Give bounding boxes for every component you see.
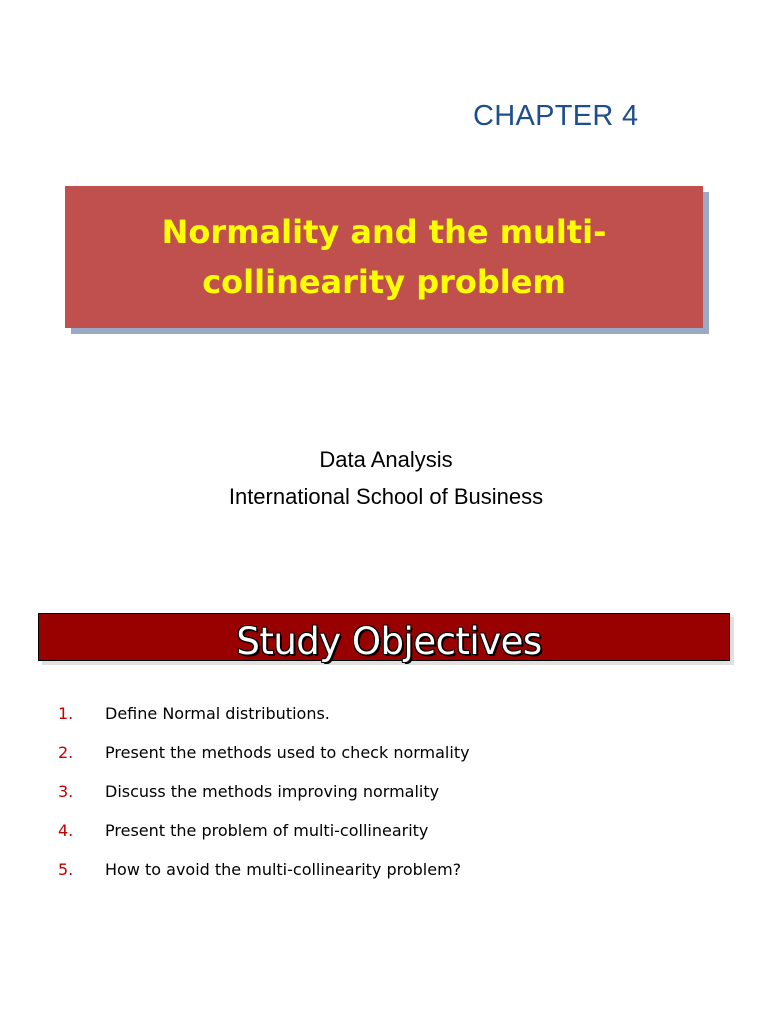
list-item-text: Present the problem of multi-collinearity (105, 821, 429, 840)
objectives-list (0, 702, 768, 897)
school-name: International School of Business (228, 484, 544, 509)
title-banner (65, 186, 703, 328)
document-title: Normality and the multi-collinearity problem (161, 213, 607, 301)
course-name: Data Analysis (319, 447, 453, 472)
list-item (0, 819, 768, 858)
list-item-text: Present the methods used to check normality (105, 743, 470, 762)
list-item-number: 1. (58, 704, 74, 723)
list-item-number: 5. (58, 860, 74, 879)
list-item-number: 3. (58, 782, 74, 801)
list-item-text: Define Normal distributions. (105, 704, 330, 723)
list-item-text: How to avoid the multi-collinearity problem? (105, 860, 462, 879)
list-item-text: Discuss the methods improving normality (105, 782, 440, 801)
list-item (0, 858, 768, 897)
chapter-label: CHAPTER 4 (473, 100, 639, 132)
objectives-heading: Study Objectives (236, 620, 542, 663)
list-item (0, 702, 768, 741)
list-item-number: 4. (58, 821, 74, 840)
list-item (0, 780, 768, 819)
list-item-number: 2. (58, 743, 74, 762)
list-item (0, 741, 768, 780)
